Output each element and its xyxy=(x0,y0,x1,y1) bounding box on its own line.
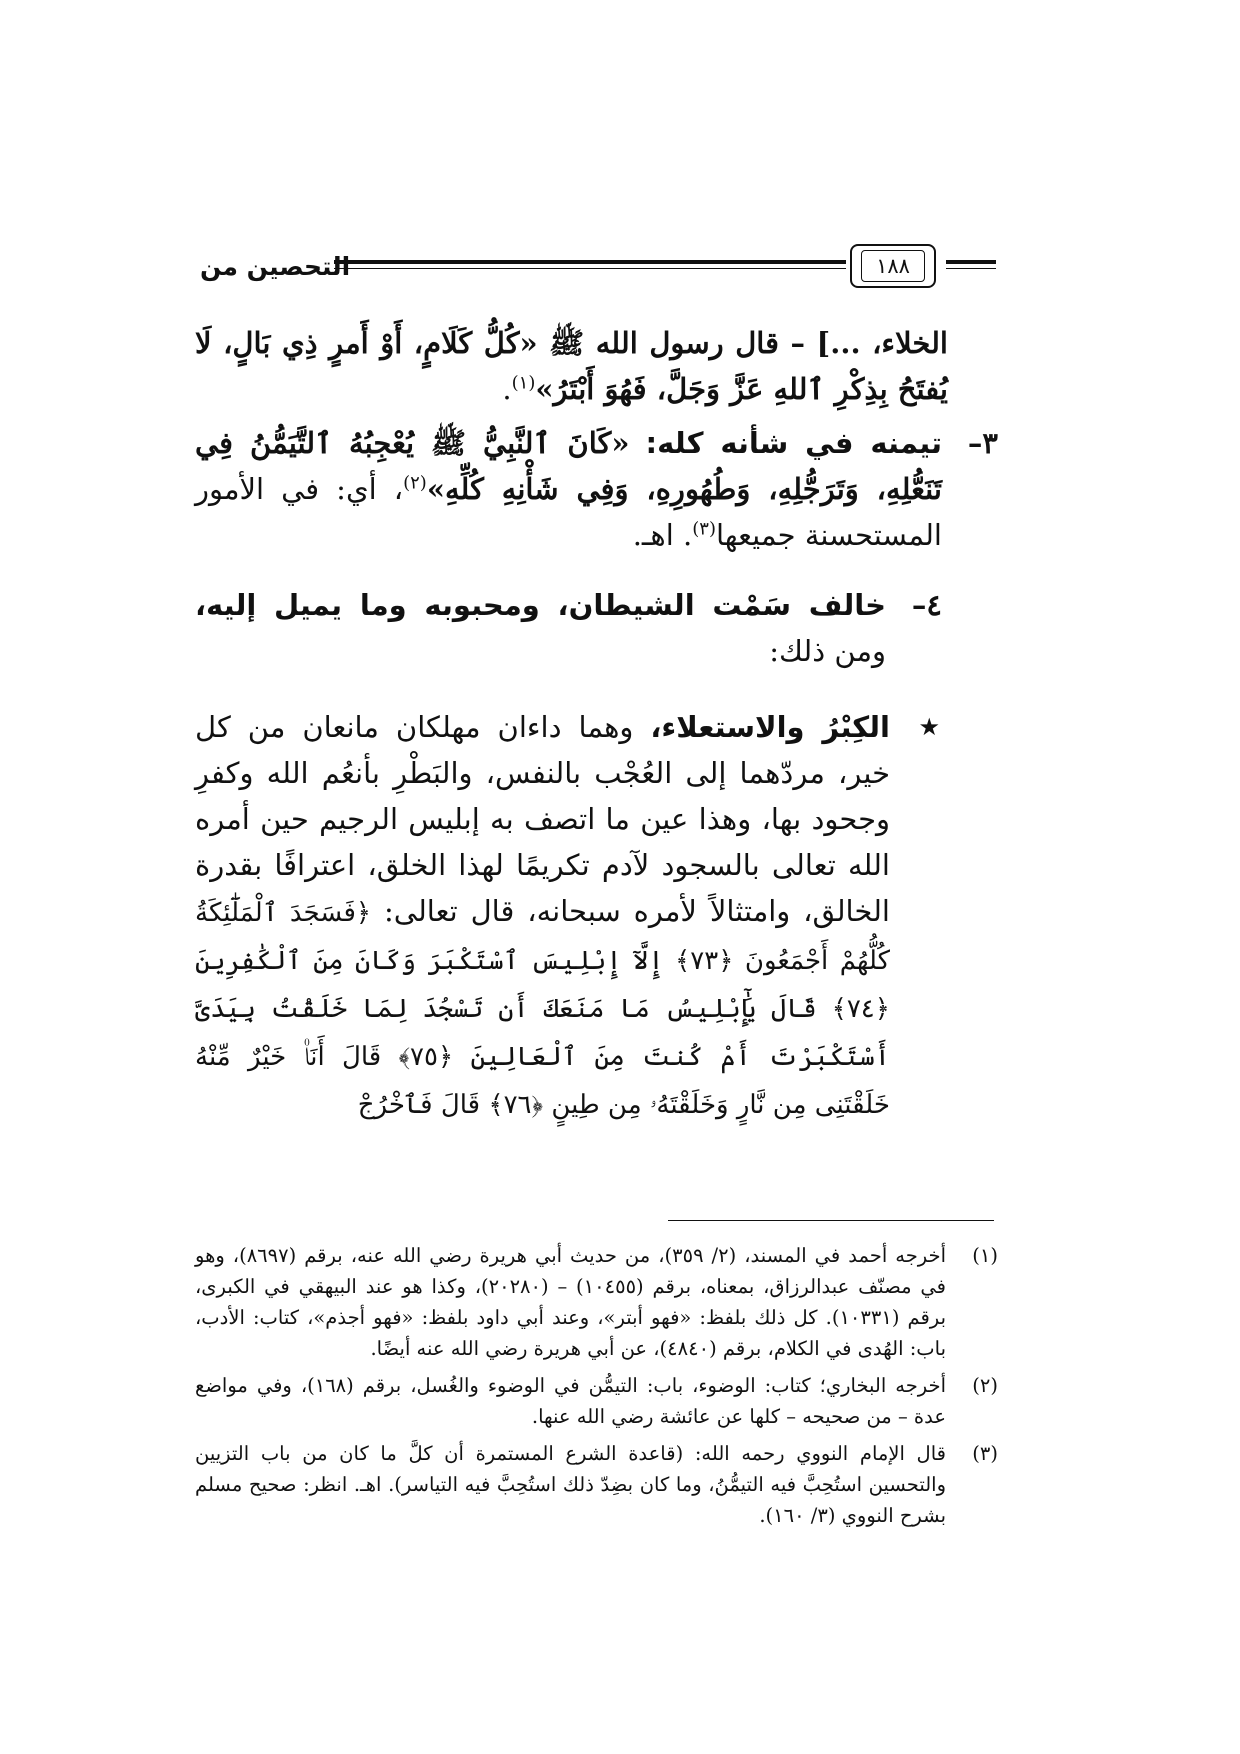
item-content xyxy=(195,420,942,558)
footnote-ref-2: (٢) xyxy=(403,472,427,494)
item-rest: ، أي: في الأمور المستحسنة جميعها xyxy=(195,472,942,552)
hadith-text: «كَانَ ٱلنَّبِيُّ ﷺ يُعْجِبُهُ ٱلتَّيَمُّنُ فِي تَنَعُّلِهِ، وَتَرَجُّلِهِ، وَطُهُورِهِ، وَفِي شَأْنِهِ كُلِّهِ» xyxy=(195,426,942,506)
page-header xyxy=(200,244,1000,290)
intro-paragraph xyxy=(195,320,948,412)
footnote-number: (١) xyxy=(972,1244,998,1267)
star-item-content xyxy=(195,704,890,1128)
footnote-3 xyxy=(195,1438,998,1531)
item-end: . اهـ. xyxy=(632,518,693,552)
footnote-text: أخرجه البخاري؛ كتاب: الوضوء، باب: التيمُّن في الوضوء والغُسل، برقم (١٦٨)، وفي مواضع عدة – من صحيحه – كلها عن عائشة رضي الله عنها. xyxy=(195,1374,946,1428)
main-text xyxy=(195,320,998,1128)
star-item-lead: الكِبْرُ والاستعلاء، xyxy=(650,710,890,744)
quran-verse: ﴿فَسَجَدَ ٱلْمَلَٰٓئِكَةُ كُلُّهُمْ أَجْمَعُونَ ﴿٧٣﴾ إِلَّآ إِبْلِيسَ ٱسْتَكْبَرَ وَكَانَ مِنَ ٱلْكَٰفِرِينَ ﴿٧٤﴾ قَالَ يَٰٓإِبْلِيسُ مَا مَنَعَكَ أَن تَسْجُدَ لِمَا خَلَقْتُ بِيَدَىَّ أَسْتَكْبَرْتَ أَمْ كُنتَ مِنَ ٱلْعَالِينَ ﴿٧٥﴾ قَالَ أَنَا۠ خَيْرٌ مِّنْهُ خَلَقْتَنِى مِن نَّارٍ وَخَلَقْتَهُۥ مِن طِينٍ ﴿٧٦﴾ قَالَ فَٱخْرُجْ xyxy=(195,898,891,1120)
footnote-text: قال الإمام النووي رحمه الله: (قاعدة الشرع المستمرة أن كلَّ ما كان من باب التزيين والتحسين استُحِبَّ فيه التيمُّنُ، وما كان بضِدّ ذلك استُحِبَّ فيه التياسر). اهـ. انظر: صحيح مسلم بشرح النووي (٣/ ١٦٠). xyxy=(195,1442,946,1527)
header-rule-short xyxy=(946,260,996,269)
page-number: ١٨٨ xyxy=(861,250,925,282)
intro-text: الخلاء، ...] – قال رسول الله ﷺ «كُلُّ كَلَامٍ، أَوْ أَمرٍ ذِي بَالٍ، لَا يُفتَحُ بِذِكْرِ ٱللهِ عَزَّ وَجَلَّ، فَهُوَ أَبْتَرُ» xyxy=(195,326,948,406)
item-lead: تيمنه في شأنه كله: xyxy=(645,426,943,460)
footnote-number: (٢) xyxy=(972,1374,998,1397)
period: . xyxy=(502,372,512,406)
item-number: ٤– xyxy=(911,588,942,622)
item-content xyxy=(195,582,886,674)
footnote-ref-3: (٣) xyxy=(692,518,716,540)
item-number: ٣– xyxy=(967,426,998,460)
item-lead: خالف سَمْت الشيطان، ومحبوبه وما يميل إليه، xyxy=(195,588,886,622)
list-item-4 xyxy=(195,582,942,674)
list-item-3 xyxy=(195,420,998,558)
footnote-number: (٣) xyxy=(972,1442,998,1465)
page-number-badge xyxy=(850,244,936,288)
footnote-separator xyxy=(668,1220,994,1221)
footnote-ref-1: (١) xyxy=(511,372,536,394)
footnote-text: أخرجه أحمد في المسند، (٢/ ٣٥٩)، من حديث أبي هريرة رضي الله عنه، برقم (٨٦٩٧)، وهو في مصنّف عبدالرزاق، بمعناه، برقم (١٠٤٥٥) – (٢٠٢٨٠)، وكذا هو عند البيهقي في الكبرى، برقم (١٠٣٣١). كل ذلك بلفظ: «فهو أبتر»، وعند أبي داود بلفظ: «فهو أجذم»، كتاب: الأدب، باب: الهُدى في الكلام، برقم (٤٨٤٠)، عن أبي هريرة رضي الله عنه أيضًا. xyxy=(195,1244,946,1360)
item-rest: ومن ذلك: xyxy=(769,634,886,668)
footnote-1 xyxy=(195,1240,998,1364)
star-icon: ★ xyxy=(918,713,940,741)
footnote-2 xyxy=(195,1370,998,1432)
star-item-text: وهما داءان مهلكان مانعان من كل خير، مردّهما إلى العُجْب بالنفس، والبَطْرِ بأنعُم الله وكفرِ وجحود بها، وهذا عين ما اتصف به إبليس الرجيم حين أمره الله تعالى بالسجود لآدم تكريمًا لهذا الخلق، اعترافًا بقدرة الخالق، وامتثالاً لأمره سبحانه، قال تعالى: xyxy=(195,710,890,928)
footnotes xyxy=(195,1240,998,1537)
star-item xyxy=(195,704,940,1128)
header-rule-long xyxy=(334,260,846,269)
running-title: التحصين من xyxy=(200,252,351,281)
